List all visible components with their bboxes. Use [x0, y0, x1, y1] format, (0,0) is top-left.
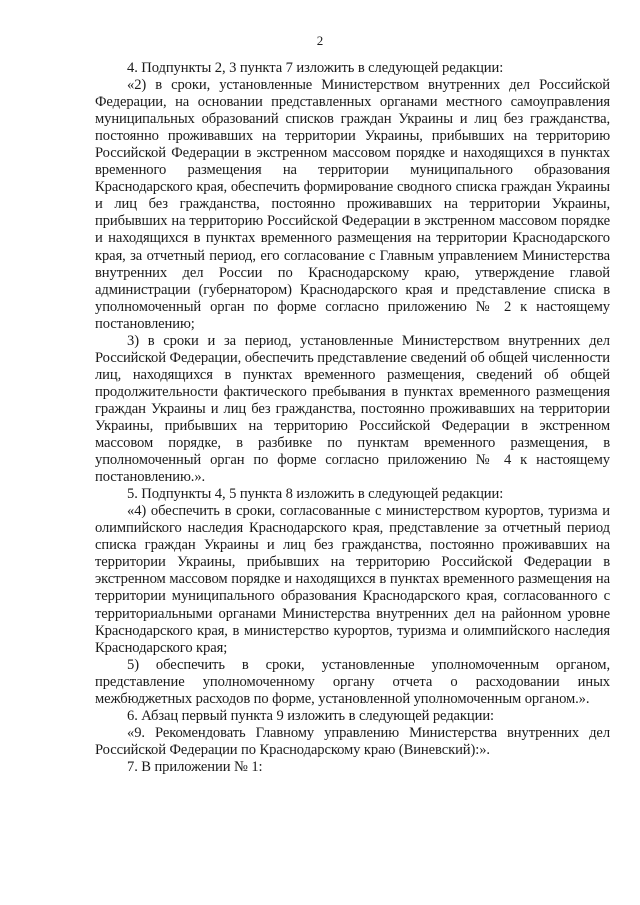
paragraph-subitem-3: 3) в сроки и за период, установленные Министерством внутренних дел Российской Федерации, обеспечить представление сведений об общей численности лиц, находящихся в пунктах временного размещения, сведений об общей продолжительности фактического пребывания в пунктах временного размещения граждан Украины и лиц без гражданства, постоянно проживавших на территории Украины, прибывших на территорию Российской Федерации в экстренном массовом порядке, в разбивке по пунктам временного размещения, в уполномоченный орган по форме согласно приложению № 4 к настоящему постановлению.».: [95, 332, 610, 486]
page-number: 2: [316, 33, 324, 48]
paragraph-item-4: 4. Подпункты 2, 3 пункта 7 изложить в следующей редакции:: [127, 60, 504, 76]
paragraph-item-6: 6. Абзац первый пункта 9 изложить в следующей редакции:: [127, 707, 495, 724]
paragraph-subitem-2: «2) в сроки, установленные Министерством внутренних дел Российской Федерации, на основании представленных органами местного самоуправления муниципальных образований списков граждан Украины и лиц без гражданства, постоянно проживавших на территории Украины, прибывших на территорию Российской Федерации в экстренном массовом порядке и находящихся в пунктах временного размещения на территории муниципального образования Краснодарского края, обеспечить формирование сводного списка граждан Украины и лиц без гражданства, постоянно проживавших на территории Украины, прибывших на территорию Российской Федерации в экстренном массовом порядке и находящихся в пунктах временного размещения на территории Краснодарского края, за отчетный период, его согласование с Главным управлением Министерства внутренних дел России по Краснодарскому краю, утверждение главой администрации (губернатором) Краснодарского края и представление списка в уполномоченный орган по форме согласно приложению № 2 к настоящему постановлению;: [95, 77, 610, 332]
paragraph-item-9-quote: «9. Рекомендовать Главному управлению Министерства внутренних дел Российской Федерации по Краснодарскому краю (Виневский):».: [95, 724, 610, 758]
paragraph-item-7: 7. В приложении № 1:: [127, 758, 263, 775]
paragraph-item-5: 5. Подпункты 4, 5 пункта 8 изложить в следующей редакции:: [127, 486, 504, 503]
document-body: [95, 60, 610, 776]
paragraph-subitem-5: 5) обеспечить в сроки, установленные уполномоченным органом, представление уполномоченному органу отчета о расходовании иных межбюджетных расходов по форме, установленной уполномоченным органом.».: [95, 656, 610, 707]
paragraph-subitem-4: «4) обеспечить в сроки, согласованные с министерством курортов, туризма и олимпийского наследия Краснодарского края, представление за отчетный период списка граждан Украины и лиц без гражданства, постоянно проживавших на территории Украины, прибывших на территорию Российской Федерации в экстренном массовом порядке и находящихся в пунктах временного размещения на территории муниципального образования Краснодарского края, согласованного с территориальными органами Министерства внутренних дел на районном уровне Краснодарского края, в министерство курортов, туризма и олимпийского наследия Краснодарского края;: [95, 503, 610, 656]
